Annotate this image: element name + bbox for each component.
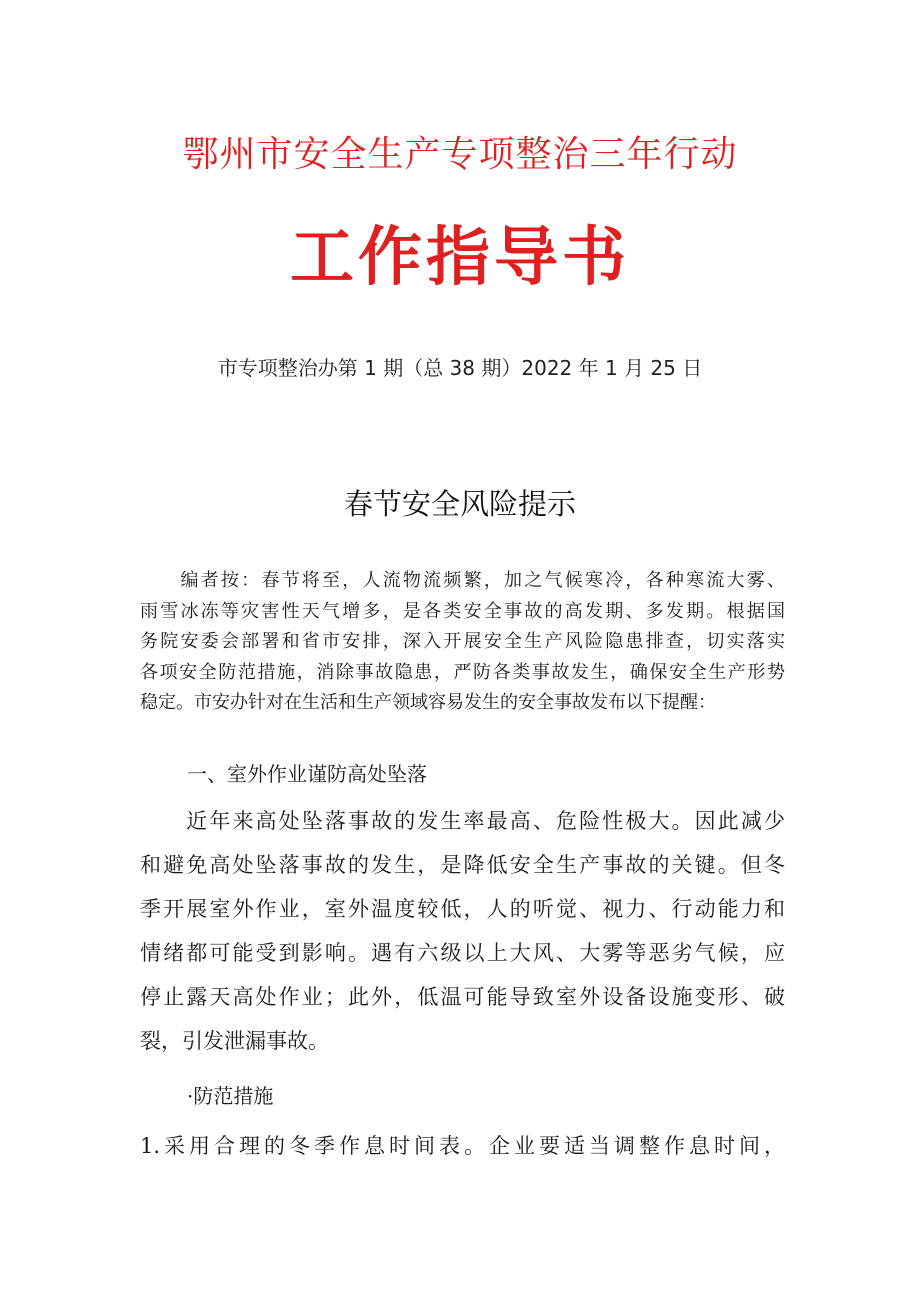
issue-line: 市专项整治办第 1 期（总 38 期）2022 年 1 月 25 日	[217, 356, 703, 380]
editor-note-line: 务院安委会部署和省市安排，深入开展安全生产风险隐患排查，切实落实	[140, 631, 785, 652]
header-line-2: 工作指导书	[290, 221, 630, 295]
body-line: 裂，引发泄漏事故。	[140, 1029, 329, 1053]
header-line-1: 鄂州市安全生产专项整治三年行动	[182, 134, 738, 175]
editor-note-line: 稳定。市安办针对在生活和生产领域容易发生的安全事故发布以下提醒：	[140, 692, 716, 713]
body-line: 和避免高处坠落事故的发生，是降低安全生产事故的关键。但冬	[140, 853, 785, 877]
measure-item: 1.采用合理的冬季作息时间表。企业要适当调整作息时间，	[140, 1134, 785, 1158]
editor-note-line: 编者按：春节将至，人流物流频繁，加之气候寒冷，各种寒流大雾、	[140, 570, 785, 591]
section1-heading: 一、室外作业谨防高处坠落	[187, 762, 427, 786]
measures-list	[140, 1124, 785, 1168]
editor-note	[140, 566, 785, 719]
section1-body	[140, 799, 785, 1063]
measures-heading: ·防范措施	[187, 1084, 274, 1108]
body-line: 情绪都可能受到影响。遇有六级以上大风、大雾等恶劣气候，应	[140, 941, 785, 965]
body-line: 停止露天高处作业；此外，低温可能导致室外设备设施变形、破	[140, 985, 785, 1009]
body-line: 季开展室外作业，室外温度较低，人的听觉、视力、行动能力和	[140, 897, 785, 921]
body-line: 近年来高处坠落事故的发生率最高、危险性极大。因此减少	[140, 809, 785, 833]
editor-note-line: 各项安全防范措施，消除事故隐患，严防各类事故发生，确保安全生产形势	[140, 661, 785, 683]
editor-note-line: 雨雪冰冻等灾害性天气增多，是各类安全事故的高发期、多发期。根据国	[140, 600, 785, 622]
article-title: 春节安全风险提示	[343, 487, 576, 521]
